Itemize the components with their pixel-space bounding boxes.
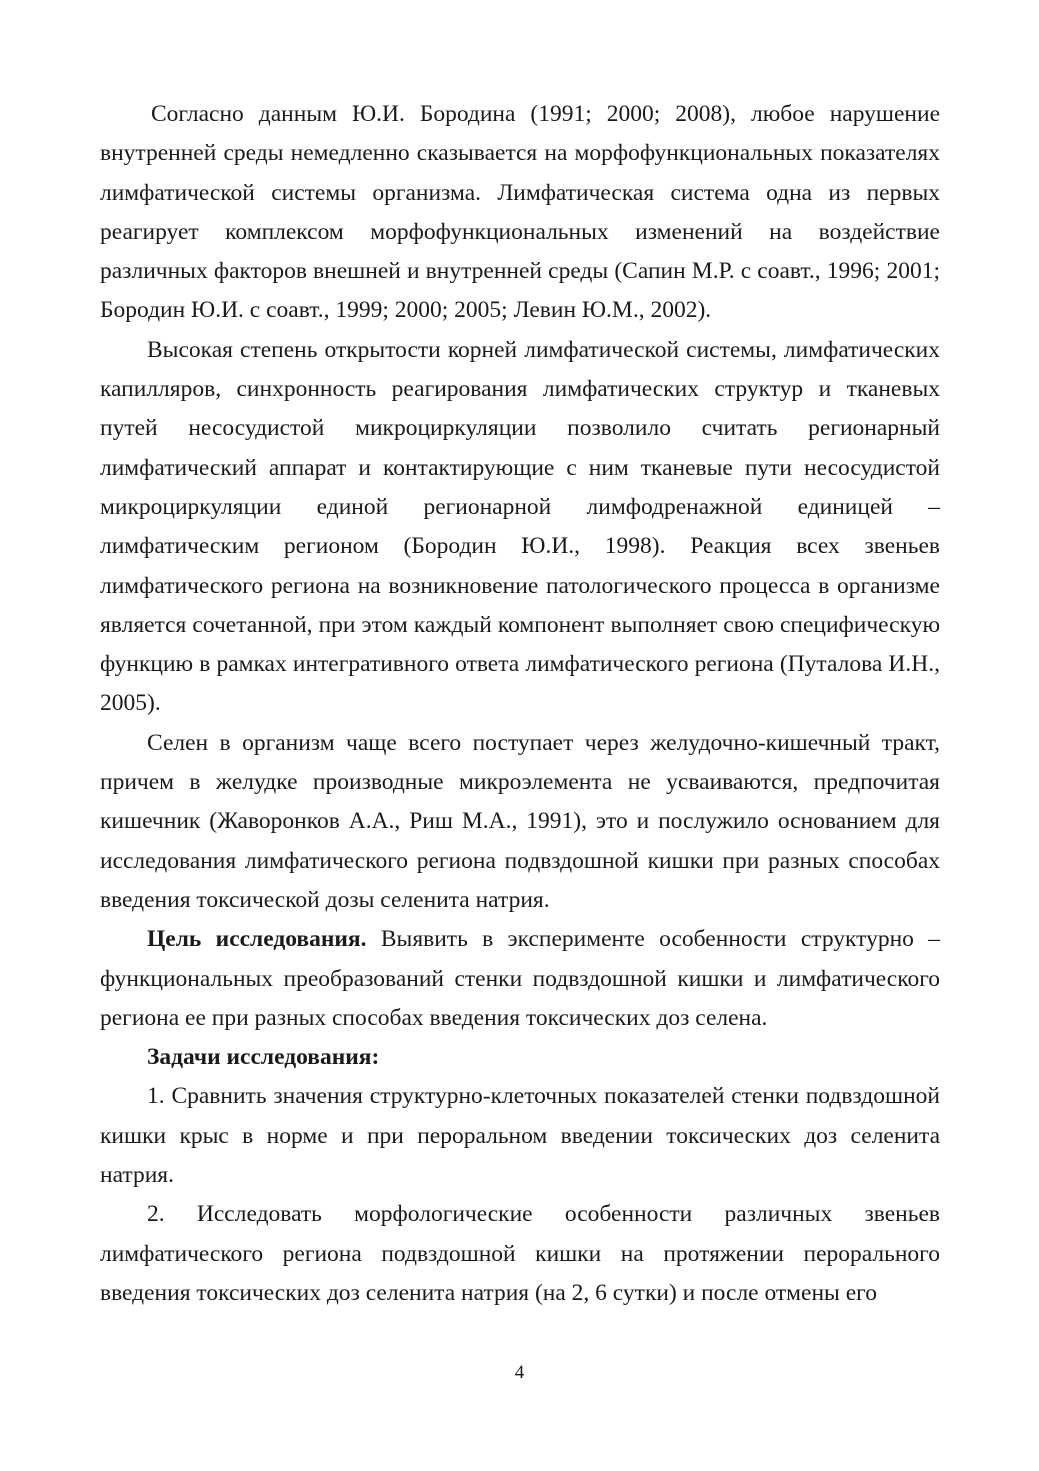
task-item-1: 1. Сравнить значения структурно-клеточных показателей стенки подвздошной кишки крыс в норме и при пероральном введении токсических доз селенита натрия.	[100, 1083, 940, 1189]
document-body	[100, 95, 940, 1313]
paragraph-selenium-intake: Селен в организм чаще всего поступает через желудочно-кишечный тракт, причем в желудке производные микроэлемента не усваиваются, предпочитая кишечник (Жаворонков А.А., Риш М.А., 1991), это и послужило основанием для исследования лимфатического региона подвздошной кишки при разных способах введения токсической дозы селенита натрия.	[100, 729, 940, 913]
paragraph-research-goal	[100, 920, 940, 1038]
goal-label: Цель исследования.	[147, 926, 367, 953]
paragraph-lymphatic-region: Высокая степень открытости корней лимфатической системы, лимфатических капилляров, синхронность реагирования лимфатических структур и тканевых путей несосудистой микроциркуляции позволило считать регионарный лимфатический аппарат и контактирующие с ним тканевые пути несосудистой микроциркуляции единой регионарной лимфодренажной единицей – лимфатическим регионом (Бородин Ю.И., 1998). Реакция всех звеньев лимфатического региона на возникновение патологического процесса в организме является сочетанной, при этом каждый компонент выполняет свою специфическую функцию в рамках интегративного ответа лимфатического региона (Путалова И.Н., 2005).	[100, 336, 940, 717]
tasks-heading: Задачи исследования:	[147, 1044, 380, 1071]
goal-text: Выявить в эксперименте особенности структурно – функциональных преобразований стенки подвздошной кишки и лимфатического региона ее при разных способах введения токсических доз селена.	[100, 926, 940, 1031]
task-item-2: 2. Исследовать морфологические особенности различных звеньев лимфатического региона подвздошной кишки на протяжении перорального введения токсических доз селенита натрия (на 2, 6 сутки) и после отмены его	[100, 1201, 940, 1306]
paragraph-borodin-data: Согласно данным Ю.И. Бородина (1991; 2000; 2008), любое нарушение внутренней среды немедленно сказывается на морфофункциональных показателях лимфатической системы организма. Лимфатическая система одна из первых реагирует комплексом морфофункциональных изменений на воздействие различных факторов внешней и внутренней среды (Сапин М.Р. с соавт., 1996; 2001; Бородин Ю.И. с соавт., 1999; 2000; 2005; Левин Ю.М., 2002).	[100, 101, 940, 324]
page-number: 4	[514, 1362, 525, 1383]
